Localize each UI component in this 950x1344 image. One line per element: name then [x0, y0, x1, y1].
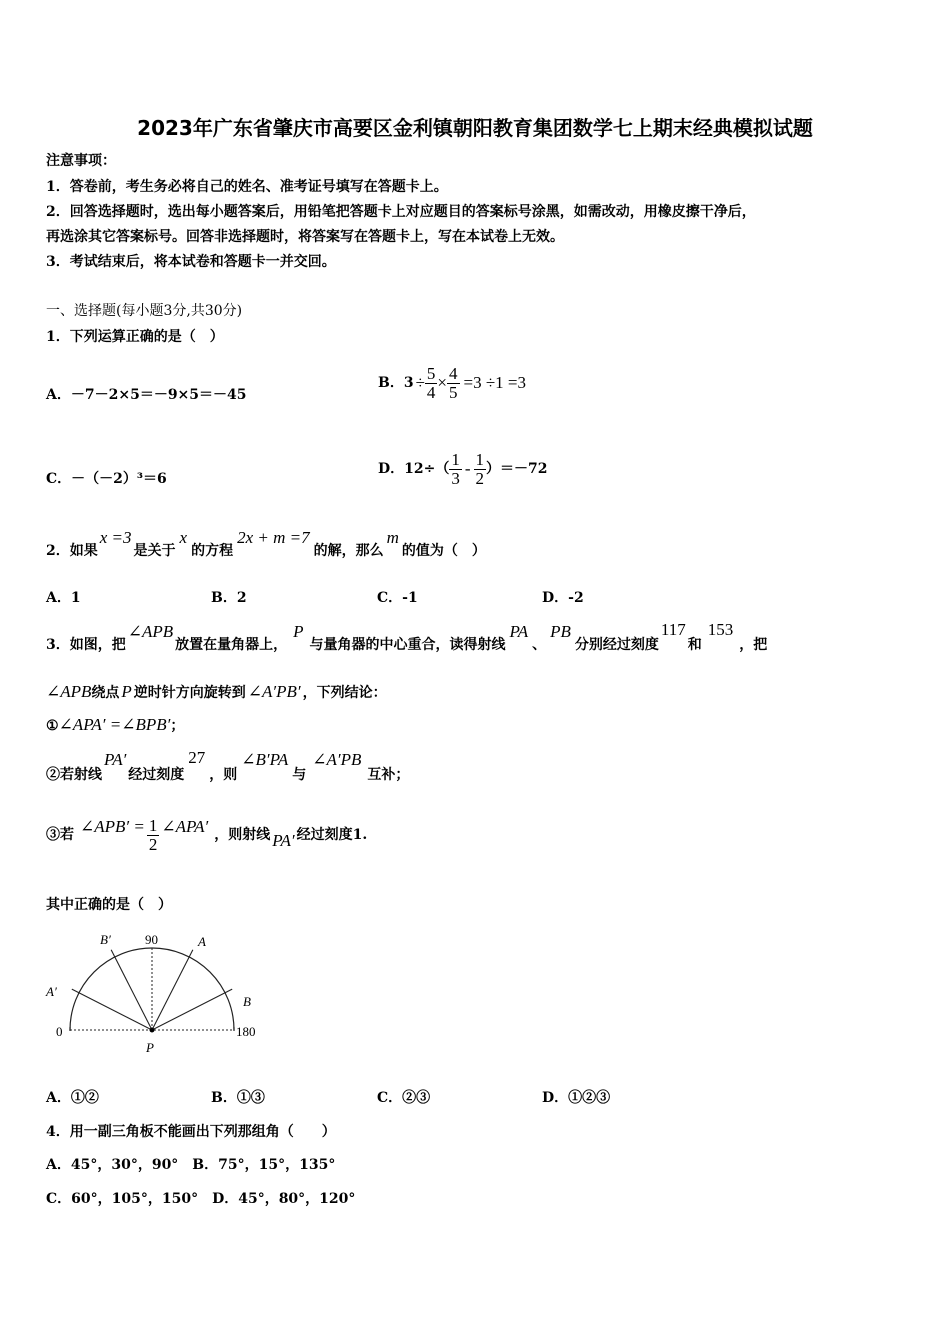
- label-b-prime: B′: [100, 932, 111, 947]
- div-sign: ÷: [415, 373, 425, 392]
- label-0: 0: [56, 1024, 63, 1039]
- question-2-option-d: D．-2: [542, 590, 584, 606]
- question-1-option-d: [378, 444, 548, 494]
- ray-pb-prime: [111, 950, 152, 1030]
- fraction: $\frac{4}{5}$: [449, 363, 458, 402]
- label-a-prime: A′: [46, 984, 57, 999]
- option-d-suffix: ）＝－72: [486, 461, 548, 477]
- fraction: $\frac{1}{2}$: [148, 815, 158, 854]
- question-2-stem: 2．如果x =3是关于x的方程2x + m =7的解，那么m的值为（ ）: [46, 528, 486, 559]
- fraction: $\frac{5}{4}$: [426, 363, 436, 402]
- section-heading: 一、选择题(每小题3分,共30分): [46, 303, 243, 319]
- label-b: B: [243, 994, 251, 1009]
- notice-item: 2．回答选择题时，选出每小题答案后，用铅笔把答题卡上对应题目的答案标号涂黑，如需改动，用橡皮擦干净后，: [46, 204, 756, 220]
- conclusion-1: ①∠APA′ =∠BPB′；: [46, 715, 185, 734]
- conclusion-2: ②若射线PA′经过刻度27，则∠B′PA与∠A′PB互补；: [46, 748, 410, 783]
- times-sign: ×: [437, 373, 448, 392]
- option-b-prefix: B．3: [378, 375, 414, 391]
- question-3-option-a: A．①②: [46, 1090, 99, 1106]
- question-1-stem: 1．下列运算正确的是（ ）: [46, 329, 224, 345]
- protractor-figure: [42, 928, 272, 1058]
- question-3-which: 其中正确的是（ ）: [46, 897, 172, 913]
- option-d-prefix: D．12÷（: [378, 461, 450, 477]
- conclusion-3: ③若 ∠APB′ = $\frac{1}{2}$ ∠APA′ ，则射线 PA′ 经过刻度1.: [46, 815, 368, 854]
- question-1-option-c: C．－（－2）³＝6: [46, 471, 167, 487]
- ray-pa-prime: [72, 989, 152, 1030]
- minus-sign: -: [464, 459, 471, 478]
- notice-item: 1．答卷前，考生务必将自己的姓名、准考证号填写在答题卡上。: [46, 179, 448, 195]
- question-4-options-row-2: C．60°，105°，150° D．45°，80°，120°: [46, 1191, 356, 1207]
- ray-pb: [152, 989, 232, 1030]
- question-3-stem: 3．如图，把∠APB放置在量角器上，P与量角器的中心重合，读得射线PA、PB分别经过刻度117和153，把: [46, 620, 768, 653]
- question-2-option-c: C．-1: [377, 590, 418, 606]
- label-p: P: [146, 1040, 154, 1055]
- fraction: $\frac{1}{3}$: [451, 449, 460, 488]
- notice-item: 3．考试结束后，将本试卷和答题卡一并交回。: [46, 254, 336, 270]
- equation-rest: =3 ÷1 =3: [463, 373, 527, 392]
- label-90: 90: [145, 932, 158, 947]
- question-2-option-b: B．2: [211, 590, 247, 606]
- label-180: 180: [236, 1024, 256, 1039]
- question-2-option-a: A．1: [46, 590, 81, 606]
- question-4-stem: 4．用一副三角板不能画出下列那组角（ ）: [46, 1124, 336, 1140]
- notice-heading: 注意事项：: [46, 153, 116, 169]
- page-title: 2023年广东省肇庆市高要区金利镇朝阳教育集团数学七上期末经典模拟试题: [137, 116, 813, 140]
- label-a: A: [198, 934, 206, 949]
- question-3-option-c: C．②③: [377, 1090, 431, 1106]
- question-3-option-b: B．①③: [211, 1090, 265, 1106]
- question-1-option-a: A．－7－2×5＝－9×5＝－45: [46, 387, 247, 403]
- question-3-option-d: D．①②③: [542, 1090, 611, 1106]
- notice-item: 再选涂其它答案标号。回答非选择题时，将答案写在答题卡上，写在本试卷上无效。: [46, 229, 564, 245]
- point-p: [150, 1028, 155, 1033]
- fraction: $\frac{1}{2}$: [475, 449, 485, 488]
- question-1-option-b: [378, 358, 526, 408]
- ray-pa: [152, 950, 193, 1030]
- question-4-options-row-1: A．45°，30°，90° B．75°，15°，135°: [46, 1157, 336, 1173]
- question-3-line-2: ∠APB绕点 P 逆时针方向旋转到 ∠A′PB′ ，下列结论：: [46, 682, 387, 701]
- protractor-drawing: [70, 948, 234, 1033]
